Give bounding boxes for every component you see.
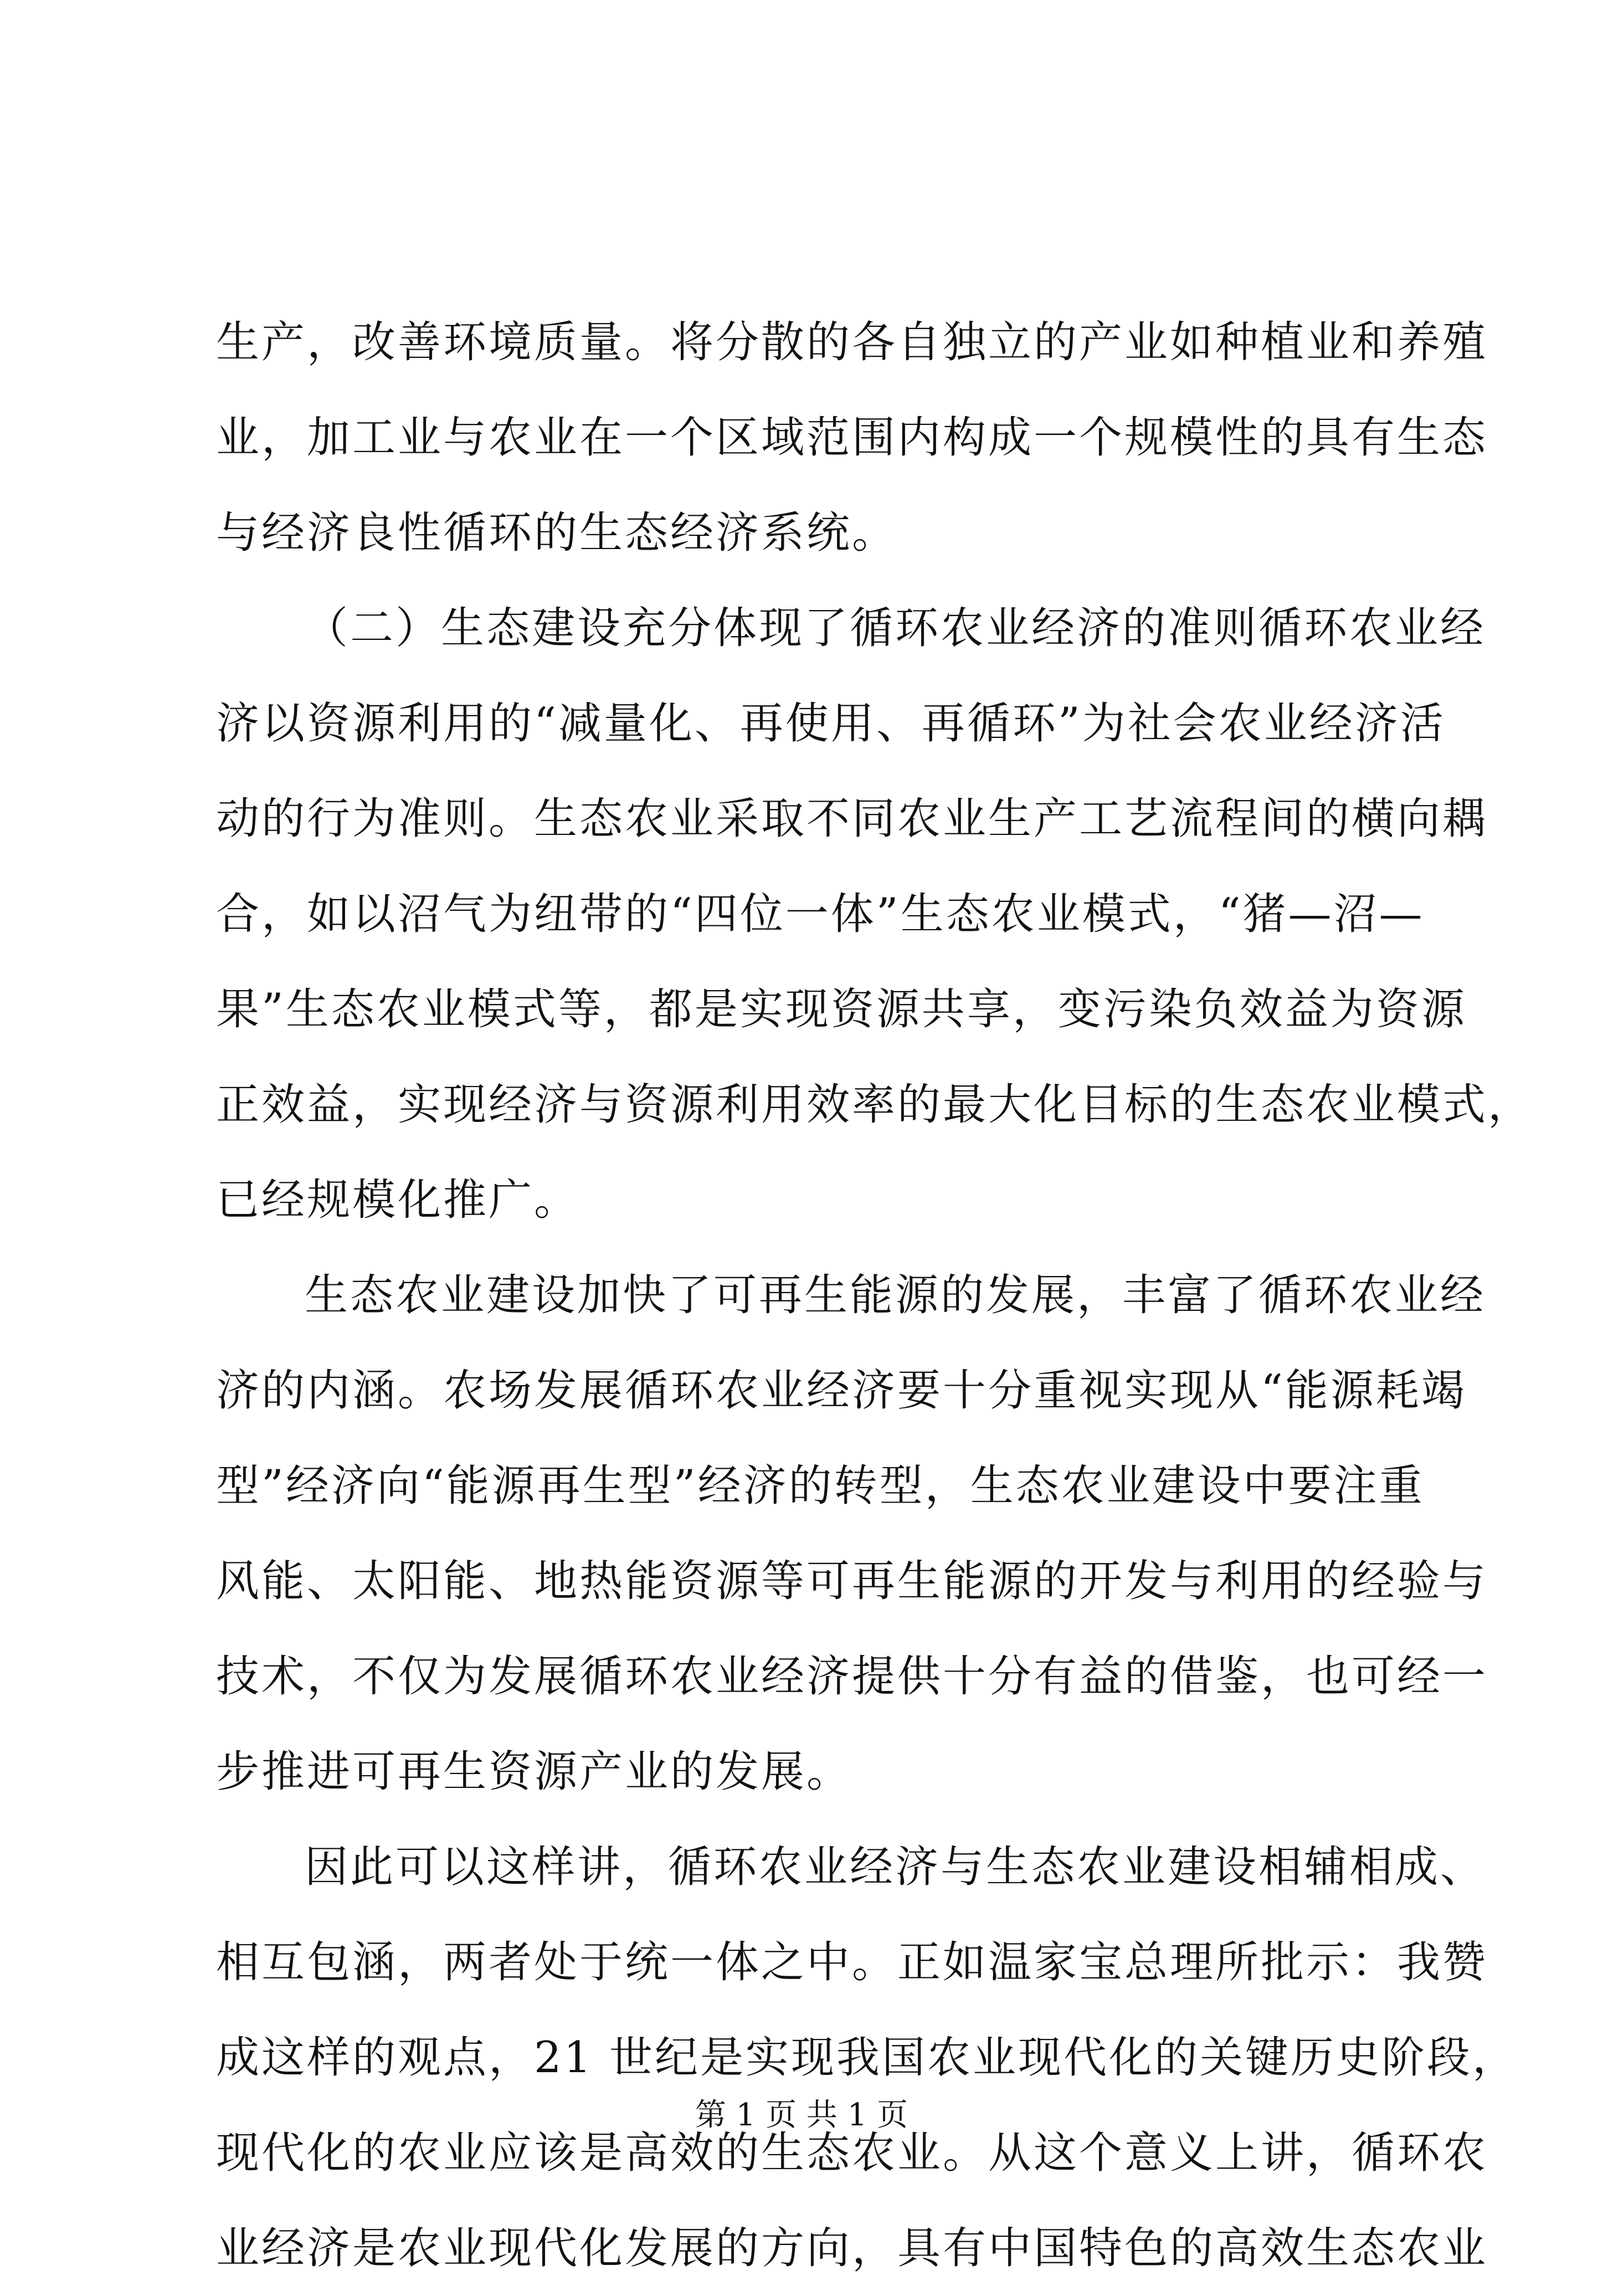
page-footer: 第 1 页 共 1 页 [695,2097,908,2133]
text-line: （二）生态建设充分体现了循环农业经济的准则循环农业经 [305,603,1486,653]
text-line: 正效益，实现经济与资源利用效率的最大化目标的生态农业模式， [216,1080,1534,1130]
text-line: 风能、太阳能、地热能资源等可再生能源的开发与利用的经验与 [216,1556,1488,1606]
text-line: 技术，不仅为发展循环农业经济提供十分有益的借鉴，也可经一 [216,1652,1488,1702]
text-line: 生产，改善环境质量。将分散的各自独立的产业如种植业和养殖 [216,317,1488,367]
text-line: 型”经济向“能源再生型”经济的转型，生态农业建设中要注重 [216,1461,1425,1511]
text-line: 生态农业建设加快了可再生能源的发展，丰富了循环农业经 [305,1270,1486,1320]
text-line: 合，如以沼气为纽带的“四位一体”生态农业模式，“猪—沼— [216,889,1425,939]
text-line: 成这样的观点，21 世纪是实现我国农业现代化的关键历史阶段， [216,2033,1518,2083]
text-line: 济以资源利用的“减量化、再使用、再循环”为社会农业经济活 [216,699,1446,749]
text-line: 与经济良性循环的生态经济系统。 [216,508,898,558]
text-line: 已经规模化推广。 [216,1175,580,1225]
text-line: 因此可以这样讲，循环农业经济与生态农业建设相辅相成、 [305,1842,1486,1892]
text-line: 步推进可再生资源产业的发展。 [216,1747,852,1797]
text-line: 业，加工业与农业在一个区域范围内构成一个规模性的具有生态 [216,413,1488,463]
text-line: 果”生态农业模式等，都是实现资源共享，变污染负效益为资源 [216,985,1467,1034]
text-line: 动的行为准则。生态农业采取不同农业生产工艺流程间的横向耦 [216,794,1488,844]
text-line: 济的内涵。农场发展循环农业经济要十分重视实现从“能源耗竭 [216,1366,1467,1416]
text-line: 业经济是农业现代化发展的方向，具有中国特色的高效生态农业 [216,2223,1488,2273]
document-body [216,295,1534,2296]
text-line: 相互包涵，两者处于统一体之中。正如温家宝总理所批示：我赞 [216,1938,1488,1987]
text-line: 现代化的农业应该是高效的生态农业。从这个意义上讲，循环农 [216,2128,1488,2178]
